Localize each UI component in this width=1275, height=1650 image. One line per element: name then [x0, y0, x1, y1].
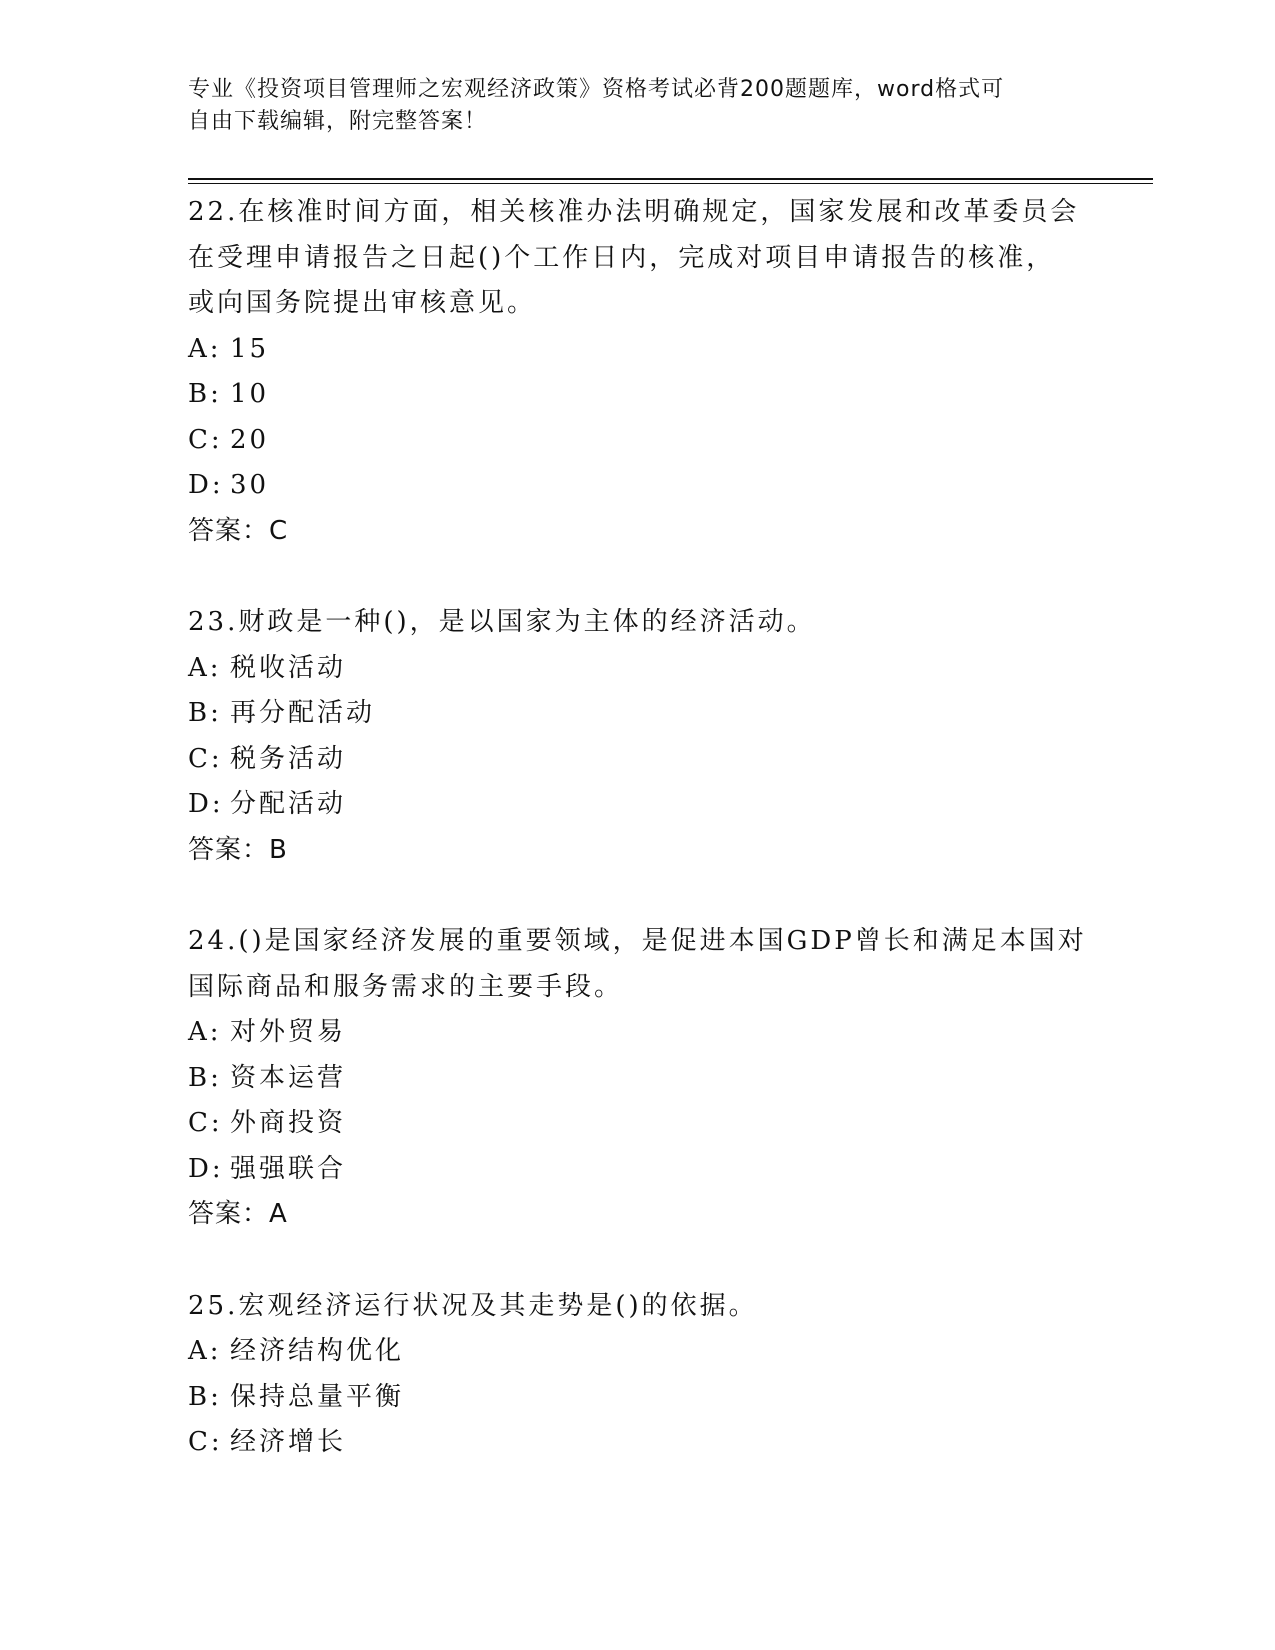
option-letter: D:	[188, 470, 224, 500]
option-letter: C:	[188, 424, 223, 455]
option-letter: A:	[188, 1336, 222, 1366]
option-letter: B:	[188, 1381, 222, 1412]
question-stem-line: 在受理申请报告之日起()个工作日内，完成对项目申请报告的核准，	[188, 242, 1056, 273]
option-text: 外商投资	[230, 1108, 347, 1138]
option-letter: B:	[188, 1062, 222, 1093]
option-b	[188, 372, 1088, 418]
option-text: 再分配活动	[230, 698, 376, 728]
option-b	[188, 1375, 1088, 1421]
option-letter: D:	[188, 1153, 224, 1184]
option-text: 强强联合	[230, 1153, 347, 1184]
option-b	[188, 1056, 1088, 1102]
option-text: 经济增长	[230, 1427, 347, 1457]
option-d	[188, 1147, 1088, 1193]
option-letter: B:	[188, 698, 222, 728]
option-text: 税务活动	[230, 743, 347, 774]
question-stem-line: 22.在核准时间方面，相关核准办法明确规定，国家发展和改革委员会	[188, 197, 1080, 227]
answer-line: 答案：B	[188, 834, 288, 865]
header-divider-thick	[188, 178, 1153, 180]
question-list	[188, 190, 1088, 1512]
option-a	[188, 1329, 1088, 1375]
option-c	[188, 1101, 1088, 1147]
option-letter: A:	[188, 652, 222, 683]
question-stem-line: 或向国务院提出审核意见。	[188, 288, 537, 318]
option-c	[188, 1420, 1088, 1466]
question-stem-line: 国际商品和服务需求的主要手段。	[188, 971, 624, 1002]
question-24	[188, 919, 1088, 1238]
option-a	[188, 327, 1088, 373]
option-a	[188, 646, 1088, 692]
option-c	[188, 418, 1088, 464]
question-23	[188, 600, 1088, 873]
option-letter: D:	[188, 789, 224, 819]
option-text: 20	[230, 424, 270, 455]
option-text: 30	[230, 470, 270, 500]
option-text: 经济结构优化	[230, 1336, 405, 1366]
question-22	[188, 190, 1088, 554]
answer-line: 答案：A	[188, 1199, 288, 1229]
question-stem-line: 25.宏观经济运行状况及其走势是()的依据。	[188, 1290, 758, 1321]
header-divider-thin	[188, 183, 1153, 184]
option-text: 保持总量平衡	[230, 1381, 405, 1412]
header-title-line-1: 专业《投资项目管理师之宏观经济政策》资格考试必背200题题库，word格式可	[188, 77, 1005, 102]
option-b	[188, 691, 1088, 737]
header-title-line-2: 自由下载编辑，附完整答案！	[188, 109, 488, 134]
option-letter: A:	[188, 1017, 222, 1047]
question-25	[188, 1284, 1088, 1466]
answer-line: 答案：C	[188, 515, 289, 546]
option-letter: C:	[188, 1108, 223, 1138]
option-c	[188, 737, 1088, 783]
option-letter: C:	[188, 1427, 223, 1457]
option-text: 15	[230, 333, 270, 364]
option-text: 税收活动	[230, 652, 347, 683]
option-d	[188, 782, 1088, 828]
option-letter: B:	[188, 379, 222, 409]
document-header	[188, 74, 1088, 138]
option-text: 对外贸易	[230, 1017, 347, 1047]
option-d	[188, 463, 1088, 509]
option-text: 资本运营	[230, 1062, 347, 1093]
question-stem-line: 24.()是国家经济发展的重要领域，是促进本国GDP曾长和满足本国对	[188, 926, 1087, 956]
option-text: 10	[230, 379, 270, 409]
option-letter: A:	[188, 333, 222, 364]
option-text: 分配活动	[230, 789, 347, 819]
question-stem-line: 23.财政是一种()，是以国家为主体的经济活动。	[188, 607, 816, 637]
option-letter: C:	[188, 743, 223, 774]
option-a	[188, 1010, 1088, 1056]
